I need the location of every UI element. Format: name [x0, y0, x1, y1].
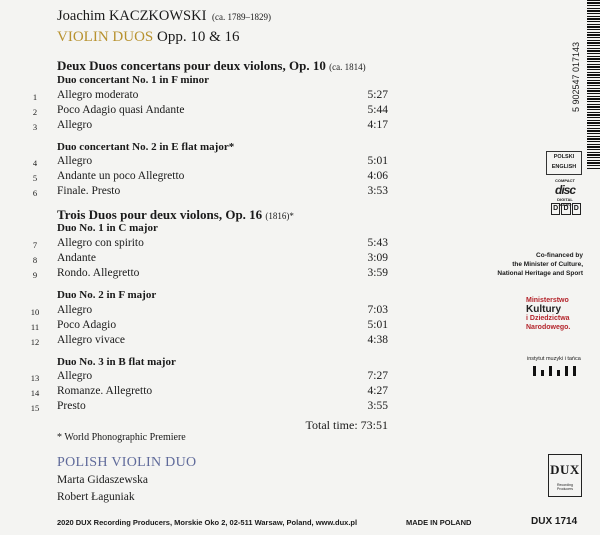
language-box: POLSKI ENGLISH: [546, 151, 582, 175]
track-row: 12 Allegro vivace 4:38: [30, 334, 388, 347]
work-heading-op10: Deux Duos concertans pour deux violons, Op. 10 (ca. 1814): [57, 58, 366, 73]
track-row: 8 Andante 3:09: [32, 252, 388, 265]
performer-name: Robert Łaguniak: [57, 491, 135, 503]
subhead-duo-1: Duo No. 1 in C major: [57, 222, 158, 234]
subhead-duo-concertant-1: Duo concertant No. 1 in F minor: [57, 74, 210, 86]
barcode-icon: [587, 0, 600, 170]
track-row: 10 Allegro 7:03: [30, 304, 388, 317]
ministry-logo: Ministerstwo Kultury i Dziedzictwa Narodowego.: [526, 297, 571, 331]
track-row: 3 Allegro 4:17: [32, 119, 388, 132]
compact-disc-logo-icon: COMPACT disc DIGITAL AUDIO: [554, 178, 575, 207]
dux-label-logo: DUX Recording Producers: [548, 454, 582, 497]
track-row: 2 Poco Adagio quasi Andante 5:44: [32, 104, 388, 117]
album-title: VIOLIN DUOS Opp. 10 & 16: [57, 29, 240, 45]
footnote: * World Phonographic Premiere: [57, 432, 186, 443]
track-row: 6 Finale. Presto 3:53: [32, 185, 388, 198]
made-in-text: MADE IN POLAND: [406, 518, 472, 527]
institute-logo: instytut muzyki i tańca: [527, 356, 585, 376]
work-heading-op16: Trois Duos pour deux violons, Op. 16 (1816)*: [57, 207, 294, 222]
track-row: 7 Allegro con spirito 5:43: [32, 237, 388, 250]
subhead-duo-2: Duo No. 2 in F major: [57, 289, 157, 301]
copyright-text: 2020 DUX Recording Producers, Morskie Oko 2, 02-511 Warsaw, Poland, www.dux.pl: [57, 518, 358, 527]
track-row: 11 Poco Adagio 5:01: [30, 319, 388, 332]
catalogue-number: DUX 1714: [531, 516, 578, 527]
composer-name: Joachim KACZKOWSKI (ca. 1789–1829): [57, 8, 272, 24]
barcode-number: 5 902547 017143: [571, 41, 581, 113]
track-row: 1 Allegro moderato 5:27: [32, 89, 388, 102]
composer-dates: (ca. 1789–1829): [212, 12, 272, 22]
album-opus: Opp. 10 & 16: [157, 29, 240, 45]
ddd-code: D D D: [551, 203, 581, 215]
cofinanced-note: Co-financed by the Minister of Culture, National Heritage and Sport: [497, 252, 583, 277]
track-row: 14 Romanze. Allegretto 4:27: [30, 385, 388, 398]
institute-mark-icon: [527, 366, 585, 376]
track-row: 4 Allegro 5:01: [32, 155, 388, 168]
footer-bar: [0, 514, 600, 534]
track-row: 13 Allegro 7:27: [30, 370, 388, 383]
track-row: 5 Andante un poco Allegretto 4:06: [32, 170, 388, 183]
subhead-duo-concertant-2: Duo concertant No. 2 in E flat major*: [57, 141, 235, 153]
performer-name: Marta Gidaszewska: [57, 474, 149, 486]
track-row: 15 Presto 3:55: [30, 400, 388, 413]
subhead-duo-3: Duo No. 3 in B flat major: [57, 356, 176, 368]
track-row: 9 Rondo. Allegretto 3:59: [32, 267, 388, 280]
total-time: Total time: 73:51: [305, 418, 388, 432]
ensemble-name: POLISH VIOLIN DUO: [57, 455, 197, 470]
